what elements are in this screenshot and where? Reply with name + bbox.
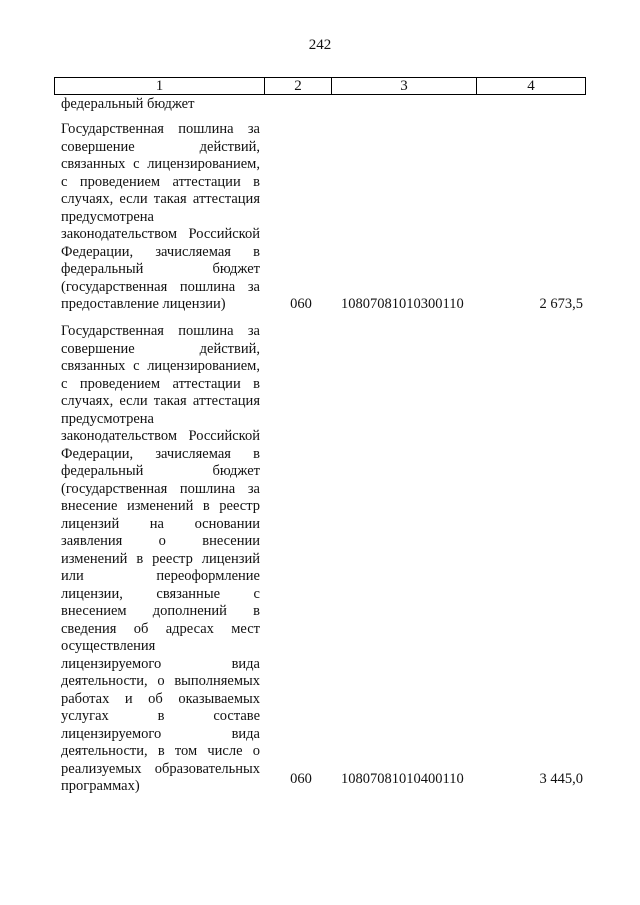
description-line: случаях, если такая аттестация bbox=[61, 393, 260, 409]
description-line: сведения об адресах мест bbox=[61, 620, 260, 637]
row-kbk: 10807081010300110 bbox=[341, 296, 464, 312]
description-line: лицензий на основании bbox=[61, 515, 260, 532]
description-line: деятельности, о выполняемых bbox=[61, 673, 260, 689]
column-header-row bbox=[55, 78, 586, 95]
description-line: Федерации, зачисляемая в bbox=[61, 243, 260, 260]
description-line: (государственная пошлина за bbox=[61, 480, 260, 497]
description-line: Государственная пошлина за bbox=[61, 121, 260, 137]
column-header-1: 1 bbox=[55, 78, 265, 95]
description-line: осуществления bbox=[61, 638, 156, 654]
row-code: 060 bbox=[290, 771, 312, 787]
description-line: Федерации, зачисляемая в bbox=[61, 445, 260, 462]
row-description bbox=[61, 121, 260, 314]
description-line: лицензируемого вида bbox=[61, 725, 260, 742]
row-kbk: 10807081010400110 bbox=[341, 771, 464, 787]
description-line: работах и об оказываемых bbox=[61, 690, 260, 707]
description-line: изменений в реестр лицензий bbox=[61, 550, 260, 567]
description-line: случаях, если такая аттестация bbox=[61, 191, 260, 207]
description-line: с проведением аттестации в bbox=[61, 173, 260, 190]
column-header-3: 3 bbox=[332, 78, 477, 95]
description-line: заявления о внесении bbox=[61, 533, 260, 549]
description-line: предусмотрена bbox=[61, 410, 154, 427]
page-number: 242 bbox=[308, 37, 332, 53]
description-line: или переоформление bbox=[61, 568, 260, 584]
description-line: федеральный бюджет bbox=[61, 463, 260, 479]
row-description bbox=[61, 323, 260, 796]
description-line: связанных с лицензированием, bbox=[61, 358, 260, 374]
column-header-2: 2 bbox=[265, 78, 332, 95]
description-line: внесением дополнений в bbox=[61, 603, 260, 619]
description-line: Государственная пошлина за bbox=[61, 323, 260, 339]
description-line: лицензии, связанные с bbox=[61, 585, 260, 602]
row-code: 060 bbox=[290, 296, 312, 312]
description-line: предусмотрена bbox=[61, 208, 154, 225]
continuation-text: федеральный бюджет bbox=[61, 96, 195, 112]
description-line: совершение действий, bbox=[61, 138, 260, 155]
description-line: внесение изменений в реестр bbox=[61, 498, 260, 514]
column-header-4: 4 bbox=[477, 78, 586, 95]
description-line: предоставление лицензии) bbox=[61, 296, 226, 312]
description-line: услугах в составе bbox=[61, 708, 260, 724]
description-line: (государственная пошлина за bbox=[61, 278, 260, 295]
description-line: деятельности, в том числе о bbox=[61, 743, 260, 759]
description-line: связанных с лицензированием, bbox=[61, 156, 260, 172]
description-line: реализуемых образовательных bbox=[61, 760, 260, 777]
description-line: с проведением аттестации в bbox=[61, 375, 260, 392]
description-line: законодательством Российской bbox=[61, 226, 260, 242]
description-line: федеральный бюджет bbox=[61, 261, 260, 277]
column-header-table bbox=[54, 77, 586, 95]
description-line: законодательством Российской bbox=[61, 428, 260, 444]
row-amount: 3 445,0 bbox=[539, 771, 583, 787]
description-line: лицензируемого вида bbox=[61, 655, 260, 672]
description-line: программах) bbox=[61, 778, 140, 794]
row-amount: 2 673,5 bbox=[539, 296, 583, 312]
description-line: совершение действий, bbox=[61, 340, 260, 357]
